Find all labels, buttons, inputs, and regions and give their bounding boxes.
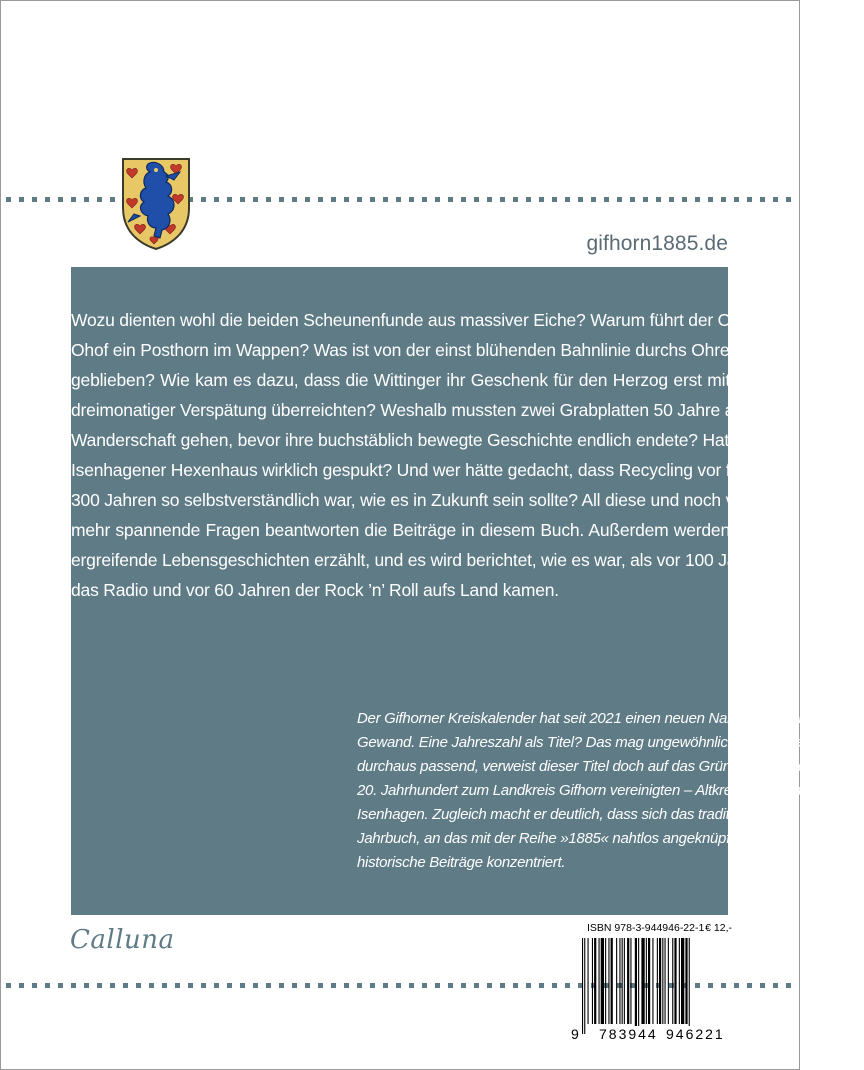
italic-blurb bbox=[357, 707, 864, 875]
barcode-bar bbox=[601, 938, 604, 1024]
barcode-bar bbox=[659, 938, 661, 1024]
divider-dot bbox=[448, 983, 453, 988]
blurb-line: dreimonatiger Verspätung überreichten? Weshalb mussten zwei Grabplatten 50 Jahre auf bbox=[71, 400, 749, 420]
barcode-bar bbox=[689, 938, 690, 1034]
barcode-bar bbox=[672, 938, 673, 1024]
divider-dot bbox=[58, 983, 63, 988]
divider-dot bbox=[32, 197, 37, 202]
divider-dot bbox=[32, 983, 37, 988]
blurb-line: 300 Jahren so selbstverständlich war, wie es in Zukunft sein sollte? All diese und noch viel bbox=[71, 490, 752, 510]
isbn-row bbox=[587, 922, 732, 934]
divider-dot bbox=[305, 197, 310, 202]
barcode-bar bbox=[646, 938, 647, 1024]
divider-dot bbox=[110, 197, 115, 202]
barcode-bar bbox=[619, 938, 620, 1024]
blurb-line: das Radio und vor 60 Jahren der Rock ’n’ Roll aufs Land kamen. bbox=[71, 580, 559, 600]
barcode-digit-first: 9 bbox=[571, 1026, 579, 1042]
divider-dot bbox=[461, 197, 466, 202]
divider-dot bbox=[253, 983, 258, 988]
italic-blurb-line: Jahrbuch, an das mit der Reihe »1885« nahtlos angeknüpft wird, nun auf bbox=[357, 830, 820, 847]
divider-dot bbox=[617, 197, 622, 202]
blurb-line: Wozu dienten wohl die beiden Scheunenfunde aus massiver Eiche? Warum führt der Ort bbox=[71, 310, 742, 330]
divider-dot bbox=[357, 197, 362, 202]
italic-blurb-line: Isenhagen. Zugleich macht er deutlich, dass sich das traditionsreiche bbox=[357, 806, 795, 823]
blurb-line: Isenhagener Hexenhaus wirklich gespukt? Und wer hätte gedacht, dass Recycling vor fast bbox=[71, 460, 754, 480]
barcode-bar bbox=[674, 938, 676, 1024]
barcode-bar bbox=[611, 938, 613, 1024]
divider-dot bbox=[318, 983, 323, 988]
blurb-line: mehr spannende Fragen beantworten die Beiträge in diesem Buch. Außerdem werden bbox=[71, 520, 730, 540]
barcode-digits-right: 946221 bbox=[666, 1026, 725, 1042]
divider-dot bbox=[422, 983, 427, 988]
divider-dot bbox=[409, 197, 414, 202]
divider-dot bbox=[279, 197, 284, 202]
divider-dot bbox=[448, 197, 453, 202]
divider-dot bbox=[370, 197, 375, 202]
divider-dot bbox=[123, 983, 128, 988]
divider-dot bbox=[97, 983, 102, 988]
divider-dot bbox=[747, 197, 752, 202]
barcode-bar bbox=[685, 938, 687, 1024]
divider-dot bbox=[721, 197, 726, 202]
divider-dot bbox=[786, 983, 791, 988]
divider-dot bbox=[526, 983, 531, 988]
barcode-bar bbox=[630, 938, 631, 1024]
divider-dot bbox=[331, 197, 336, 202]
divider-dot bbox=[578, 197, 583, 202]
italic-blurb-line: Der Gifhorner Kreiskalender hat seit 2021 einen neuen Namen und ein neues bbox=[357, 710, 850, 727]
barcode-bar bbox=[624, 938, 625, 1024]
divider-dot bbox=[773, 197, 778, 202]
divider-dot bbox=[591, 197, 596, 202]
website-url: gifhorn1885.de bbox=[586, 232, 728, 255]
divider-dot bbox=[227, 983, 232, 988]
barcode-bar bbox=[582, 938, 583, 1034]
divider-dot bbox=[292, 197, 297, 202]
divider-dot bbox=[6, 197, 11, 202]
divider-dot bbox=[344, 197, 349, 202]
divider-dot bbox=[669, 197, 674, 202]
divider-dot bbox=[266, 983, 271, 988]
divider-dot bbox=[396, 983, 401, 988]
barcode-bar bbox=[592, 938, 593, 1024]
divider-dot bbox=[370, 983, 375, 988]
barcode-bar bbox=[616, 938, 617, 1024]
divider-dot bbox=[695, 197, 700, 202]
divider-dot bbox=[474, 983, 479, 988]
divider-dot bbox=[786, 197, 791, 202]
divider-dot bbox=[240, 197, 245, 202]
divider-dot bbox=[110, 983, 115, 988]
divider-dot bbox=[487, 197, 492, 202]
divider-dot bbox=[331, 983, 336, 988]
divider-dot bbox=[773, 983, 778, 988]
divider-dot bbox=[253, 197, 258, 202]
divider-dot bbox=[71, 197, 76, 202]
divider-dot bbox=[84, 197, 89, 202]
barcode-bar bbox=[665, 938, 666, 1024]
barcode-bar bbox=[622, 938, 623, 1024]
barcode-digits-left: 783944 bbox=[599, 1026, 658, 1042]
price-text: € 12,- bbox=[705, 922, 732, 934]
divider-dot bbox=[513, 983, 518, 988]
barcode-bar bbox=[641, 938, 644, 1024]
italic-blurb-line: durchaus passend, verweist dieser Titel doch auf das Gründungsjahr der – im bbox=[357, 758, 850, 775]
divider-dot bbox=[357, 983, 362, 988]
barcode-bar bbox=[608, 938, 609, 1024]
barcode-bar bbox=[588, 938, 589, 1024]
divider-dot bbox=[344, 983, 349, 988]
divider-dot bbox=[552, 197, 557, 202]
divider-dot bbox=[708, 197, 713, 202]
divider-dot bbox=[760, 197, 765, 202]
divider-dot bbox=[188, 983, 193, 988]
divider-dot bbox=[279, 983, 284, 988]
divider-dot bbox=[45, 983, 50, 988]
divider-dot bbox=[682, 197, 687, 202]
divider-dot bbox=[435, 983, 440, 988]
divider-dot bbox=[500, 983, 505, 988]
divider-dot bbox=[240, 983, 245, 988]
barcode-bar bbox=[662, 938, 663, 1024]
divider-dot bbox=[383, 197, 388, 202]
barcode-bar bbox=[657, 938, 658, 1024]
divider-dot bbox=[643, 197, 648, 202]
divider-dot bbox=[539, 197, 544, 202]
divider-dot bbox=[760, 983, 765, 988]
divider-dot bbox=[58, 197, 63, 202]
divider-dot bbox=[305, 983, 310, 988]
divider-dot bbox=[201, 983, 206, 988]
divider-dot bbox=[84, 983, 89, 988]
divider-dot bbox=[396, 197, 401, 202]
barcode-bar bbox=[594, 938, 596, 1024]
divider-dot bbox=[461, 983, 466, 988]
blurb-line: Ohof ein Posthorn im Wappen? Was ist von der einst blühenden Bahnlinie durchs Ohretal bbox=[71, 340, 748, 360]
divider-dot bbox=[409, 983, 414, 988]
divider-dot bbox=[292, 983, 297, 988]
divider-dot bbox=[71, 983, 76, 988]
divider-dot bbox=[201, 197, 206, 202]
divider-dot bbox=[526, 197, 531, 202]
divider-dot bbox=[500, 197, 505, 202]
divider-dot bbox=[149, 983, 154, 988]
barcode-bar bbox=[652, 938, 653, 1024]
italic-blurb-line: historische Beiträge konzentriert. bbox=[357, 854, 566, 871]
divider-dot bbox=[19, 983, 24, 988]
barcode-bar bbox=[635, 938, 637, 1034]
divider-dot bbox=[604, 197, 609, 202]
divider-dot bbox=[435, 197, 440, 202]
divider-dot bbox=[539, 983, 544, 988]
divider-dot bbox=[266, 197, 271, 202]
divider-dot bbox=[565, 197, 570, 202]
publisher-logo: Calluna bbox=[70, 925, 175, 955]
divider-dot bbox=[487, 983, 492, 988]
divider-dot bbox=[630, 197, 635, 202]
italic-blurb-line: Gewand. Eine Jahreszahl als Titel? Das mag ungewöhnlich erscheinen, ist aber bbox=[357, 734, 864, 751]
divider-dot bbox=[318, 197, 323, 202]
divider-dot bbox=[45, 197, 50, 202]
divider-dot bbox=[656, 197, 661, 202]
barcode-bar bbox=[627, 938, 629, 1024]
barcode bbox=[570, 938, 735, 1038]
divider-dot bbox=[214, 197, 219, 202]
isbn-text: ISBN 978-3-944946-22-1 bbox=[587, 922, 705, 934]
divider-dot bbox=[162, 983, 167, 988]
divider-dot bbox=[383, 983, 388, 988]
barcode-bar bbox=[584, 938, 585, 1034]
barcode-bar bbox=[679, 938, 680, 1024]
barcode-bar bbox=[599, 938, 600, 1024]
divider-dot bbox=[227, 197, 232, 202]
divider-dot bbox=[513, 197, 518, 202]
barcode-bar bbox=[681, 938, 684, 1024]
divider-dot bbox=[214, 983, 219, 988]
divider-dot bbox=[6, 983, 11, 988]
divider-dot bbox=[734, 197, 739, 202]
barcode-bar bbox=[668, 938, 669, 1024]
blurb-line: ergreifende Lebensgeschichten erzählt, und es wird berichtet, wie es war, als vor 100 Jahren bbox=[71, 550, 771, 570]
divider-dot bbox=[747, 983, 752, 988]
barcode-bar bbox=[605, 938, 606, 1024]
barcode-bar bbox=[648, 938, 650, 1024]
divider-dot bbox=[474, 197, 479, 202]
blurb-line: Wanderschaft gehen, bevor ihre buchstäblich bewegte Geschichte endlich endete? Hat es im bbox=[71, 430, 775, 450]
divider-dot bbox=[19, 197, 24, 202]
main-blurb bbox=[71, 305, 775, 605]
italic-blurb-line: 20. Jahrhundert zum Landkreis Gifhorn vereinigten – Altkreise Gifhorn und bbox=[357, 782, 829, 799]
barcode-bar bbox=[638, 938, 639, 1034]
blurb-line: geblieben? Wie kam es dazu, dass die Wittinger ihr Geschenk für den Herzog erst mit bbox=[71, 370, 730, 390]
divider-dot bbox=[97, 197, 102, 202]
divider-dot bbox=[136, 983, 141, 988]
divider-dot bbox=[422, 197, 427, 202]
divider-dot bbox=[552, 983, 557, 988]
coat-of-arms-icon bbox=[120, 156, 192, 252]
divider-dot bbox=[175, 983, 180, 988]
